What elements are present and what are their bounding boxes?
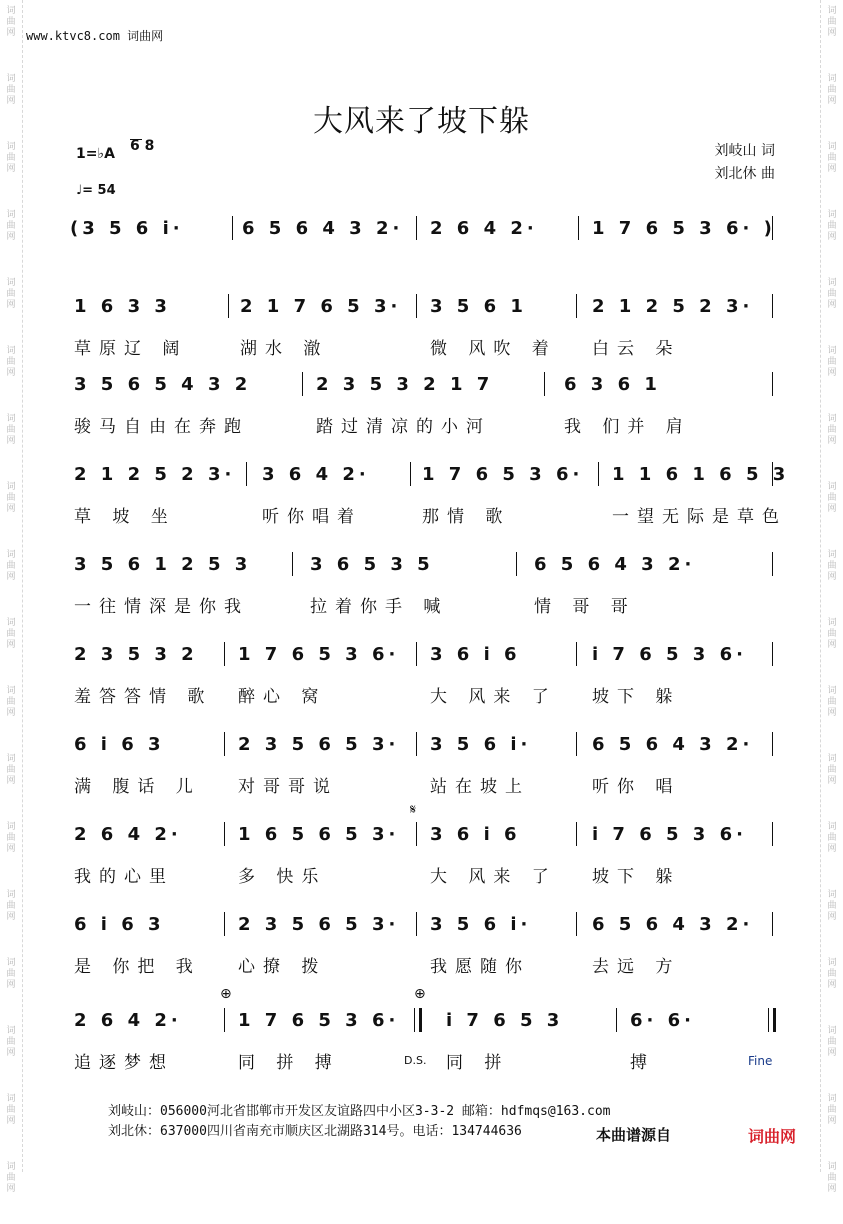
measure-notes: 6 i 6 3 <box>74 734 165 755</box>
measure-lyrics: 去远 方 <box>592 957 681 977</box>
measure-notes: 2 1 2 5 2 3· <box>74 464 236 485</box>
measure-notes: 3 5 6 1 <box>430 296 527 317</box>
score-system <box>70 728 782 806</box>
measure-notes: 3 5 6 1 2 5 3 <box>74 554 252 575</box>
measure-lyrics: 草 坡 坐 <box>74 507 176 527</box>
measure-notes: 6 5 6 4 3 2· <box>592 734 754 755</box>
score-system <box>70 638 782 716</box>
measure-lyrics: 我 们并 肩 <box>564 417 691 437</box>
measure-lyrics: 醉心 窝 <box>238 687 327 707</box>
source-stamp: 本曲谱源自 <box>592 1124 675 1145</box>
measure-notes: i 7 6 5 3 6· <box>592 644 747 665</box>
measure-notes: 2 6 4 2· <box>74 1010 182 1031</box>
measure-notes: (3 5 6 i· <box>70 218 184 239</box>
measure-lyrics: 那情 歌 <box>422 507 511 527</box>
song-title: 大风来了坡下躲 <box>313 104 530 139</box>
measure-lyrics: 搏 <box>630 1053 655 1073</box>
measure-notes: i 7 6 5 3 6· <box>592 824 747 845</box>
measure-notes: 2 3 5 6 5 3· <box>238 734 400 755</box>
measure-lyrics: 听你唱着 <box>262 507 362 527</box>
left-watermark-column: 词 曲 网 词 曲 网 词 曲 网 词 曲 网 词 曲 网 词 曲 网 词 曲 网 词 曲 网 词 曲 网 词 曲 网 词 曲 网 词 曲 网 词 曲 网 词 曲 网 词 曲 网 词 曲 网 词 曲 网 词 曲 网 <box>0 0 23 1172</box>
score-system <box>70 986 782 1082</box>
time-signature-top: 6 <box>130 138 140 154</box>
fine-mark: Fine <box>748 1054 773 1068</box>
coda-icon: ⊕ <box>220 986 232 1002</box>
measure-lyrics: 多 快乐 <box>238 867 327 887</box>
score-system <box>70 908 782 986</box>
measure-lyrics: 白云 朵 <box>592 339 681 359</box>
measure-notes: 1 6 3 3 <box>74 296 171 317</box>
measure-lyrics: 站在坡上 <box>430 777 530 797</box>
measure-lyrics: 坡下 躲 <box>592 867 681 887</box>
measure-lyrics: 听你 唱 <box>592 777 681 797</box>
tempo-mark: ♩= 54 <box>76 183 116 198</box>
measure-lyrics: 同 拼 搏 <box>238 1053 340 1073</box>
measure-notes: 1 7 6 5 3 6· ) <box>592 218 776 239</box>
measure-notes: 2 6 4 2· <box>74 824 182 845</box>
segno-icon: 𝄋 <box>410 802 417 818</box>
measure-lyrics: 坡下 躲 <box>592 687 681 707</box>
measure-notes: 1 7 6 5 3 6· <box>238 644 400 665</box>
measure-notes: 2 3 5 6 5 3· <box>238 914 400 935</box>
measure-notes: 3 6 5 3 5 <box>310 554 434 575</box>
measure-notes: 2 1 7 6 5 3· <box>240 296 402 317</box>
measure-lyrics: 草原辽 阔 <box>74 339 188 359</box>
score-system <box>70 458 790 536</box>
measure-notes: 1 1 6 1 6 5 3 <box>612 464 790 485</box>
measure-notes: 2 3 5 3 2 1 7 <box>316 374 494 395</box>
footer-contact-lyricist: 刘岐山：056000河北省邯郸市开发区友谊路四中小区3-3-2 邮箱：hdfmqs@163.com <box>108 1104 611 1119</box>
measure-lyrics: 是 你把 我 <box>74 957 201 977</box>
measure-notes: 2 3 5 3 2 <box>74 644 198 665</box>
measure-notes: 2 6 4 2· <box>430 218 538 239</box>
measure-lyrics: 微 风吹 着 <box>430 339 557 359</box>
measure-lyrics: 情 哥 哥 <box>534 597 636 617</box>
footer-contact-composer: 刘北休：637000四川省南充市顺庆区北湖路314号。电话：134744636 <box>108 1124 522 1139</box>
measure-notes: 3 5 6 5 4 3 2 <box>74 374 252 395</box>
measure-lyrics: 大 风来 了 <box>430 687 557 707</box>
measure-lyrics: 一往情深是你我 <box>74 597 249 617</box>
key-signature: 1=♭A <box>76 146 115 162</box>
measure-notes: 1 6 5 6 5 3· <box>238 824 400 845</box>
measure-lyrics: 追逐梦想 <box>74 1053 174 1073</box>
measure-notes: 6 5 6 4 3 2· <box>242 218 404 239</box>
measure-notes: 1 7 6 5 3 6· <box>422 464 584 485</box>
ds-mark: D.S. <box>404 1054 427 1067</box>
measure-notes: 2 1 2 5 2 3· <box>592 296 754 317</box>
measure-lyrics: 我愿随你 <box>430 957 530 977</box>
measure-lyrics: 对哥哥说 <box>238 777 338 797</box>
measure-notes: 3 5 6 i· <box>430 734 532 755</box>
measure-lyrics: 我的心里 <box>74 867 174 887</box>
site-header: www.ktvc8.com 词曲网 <box>26 29 164 43</box>
measure-notes: 6 3 6 1 <box>564 374 661 395</box>
score-system <box>70 290 782 368</box>
measure-lyrics: 拉着你手 喊 <box>310 597 449 617</box>
measure-lyrics: 湖水 澈 <box>240 339 329 359</box>
measure-lyrics: 一望无际是草色 <box>612 507 787 527</box>
measure-lyrics: 满 腹话 儿 <box>74 777 201 797</box>
measure-lyrics: 心撩 拨 <box>238 957 327 977</box>
score-system <box>70 368 782 446</box>
measure-lyrics: 大 风来 了 <box>430 867 557 887</box>
measure-notes: 6 5 6 4 3 2· <box>592 914 754 935</box>
coda-icon: ⊕ <box>414 986 426 1002</box>
measure-notes: 6· 6· <box>630 1010 695 1031</box>
time-signature-bottom: 8 <box>144 138 155 154</box>
measure-notes: 1 7 6 5 3 6· <box>238 1010 400 1031</box>
measure-notes: 6 5 6 4 3 2· <box>534 554 696 575</box>
score-system <box>70 802 782 896</box>
measure-notes: 3 6 i 6 <box>430 644 521 665</box>
lyricist-credit: 刘岐山 词 <box>714 143 775 159</box>
measure-lyrics: 骏马自由在奔跑 <box>74 417 249 437</box>
measure-notes: 6 i 6 3 <box>74 914 165 935</box>
measure-notes: 3 6 i 6 <box>430 824 521 845</box>
measure-lyrics: 同 拼 <box>446 1053 510 1073</box>
composer-credit: 刘北休 曲 <box>714 166 775 182</box>
measure-notes: 3 6 4 2· <box>262 464 370 485</box>
brand-stamp: 词曲网 <box>748 1127 797 1146</box>
measure-lyrics: 羞答答情 歌 <box>74 687 213 707</box>
measure-notes: 3 5 6 i· <box>430 914 532 935</box>
score-system <box>70 212 782 290</box>
measure-lyrics: 踏过清凉的小河 <box>316 417 491 437</box>
measure-notes: i 7 6 5 3 <box>446 1010 564 1031</box>
score-system <box>70 548 782 626</box>
right-watermark-column: 词 曲 网 词 曲 网 词 曲 网 词 曲 网 词 曲 网 词 曲 网 词 曲 网 词 曲 网 词 曲 网 词 曲 网 词 曲 网 词 曲 网 词 曲 网 词 曲 网 词 曲 网 词 曲 网 词 曲 网 词 曲 网 <box>820 0 843 1172</box>
time-signature <box>130 139 154 154</box>
